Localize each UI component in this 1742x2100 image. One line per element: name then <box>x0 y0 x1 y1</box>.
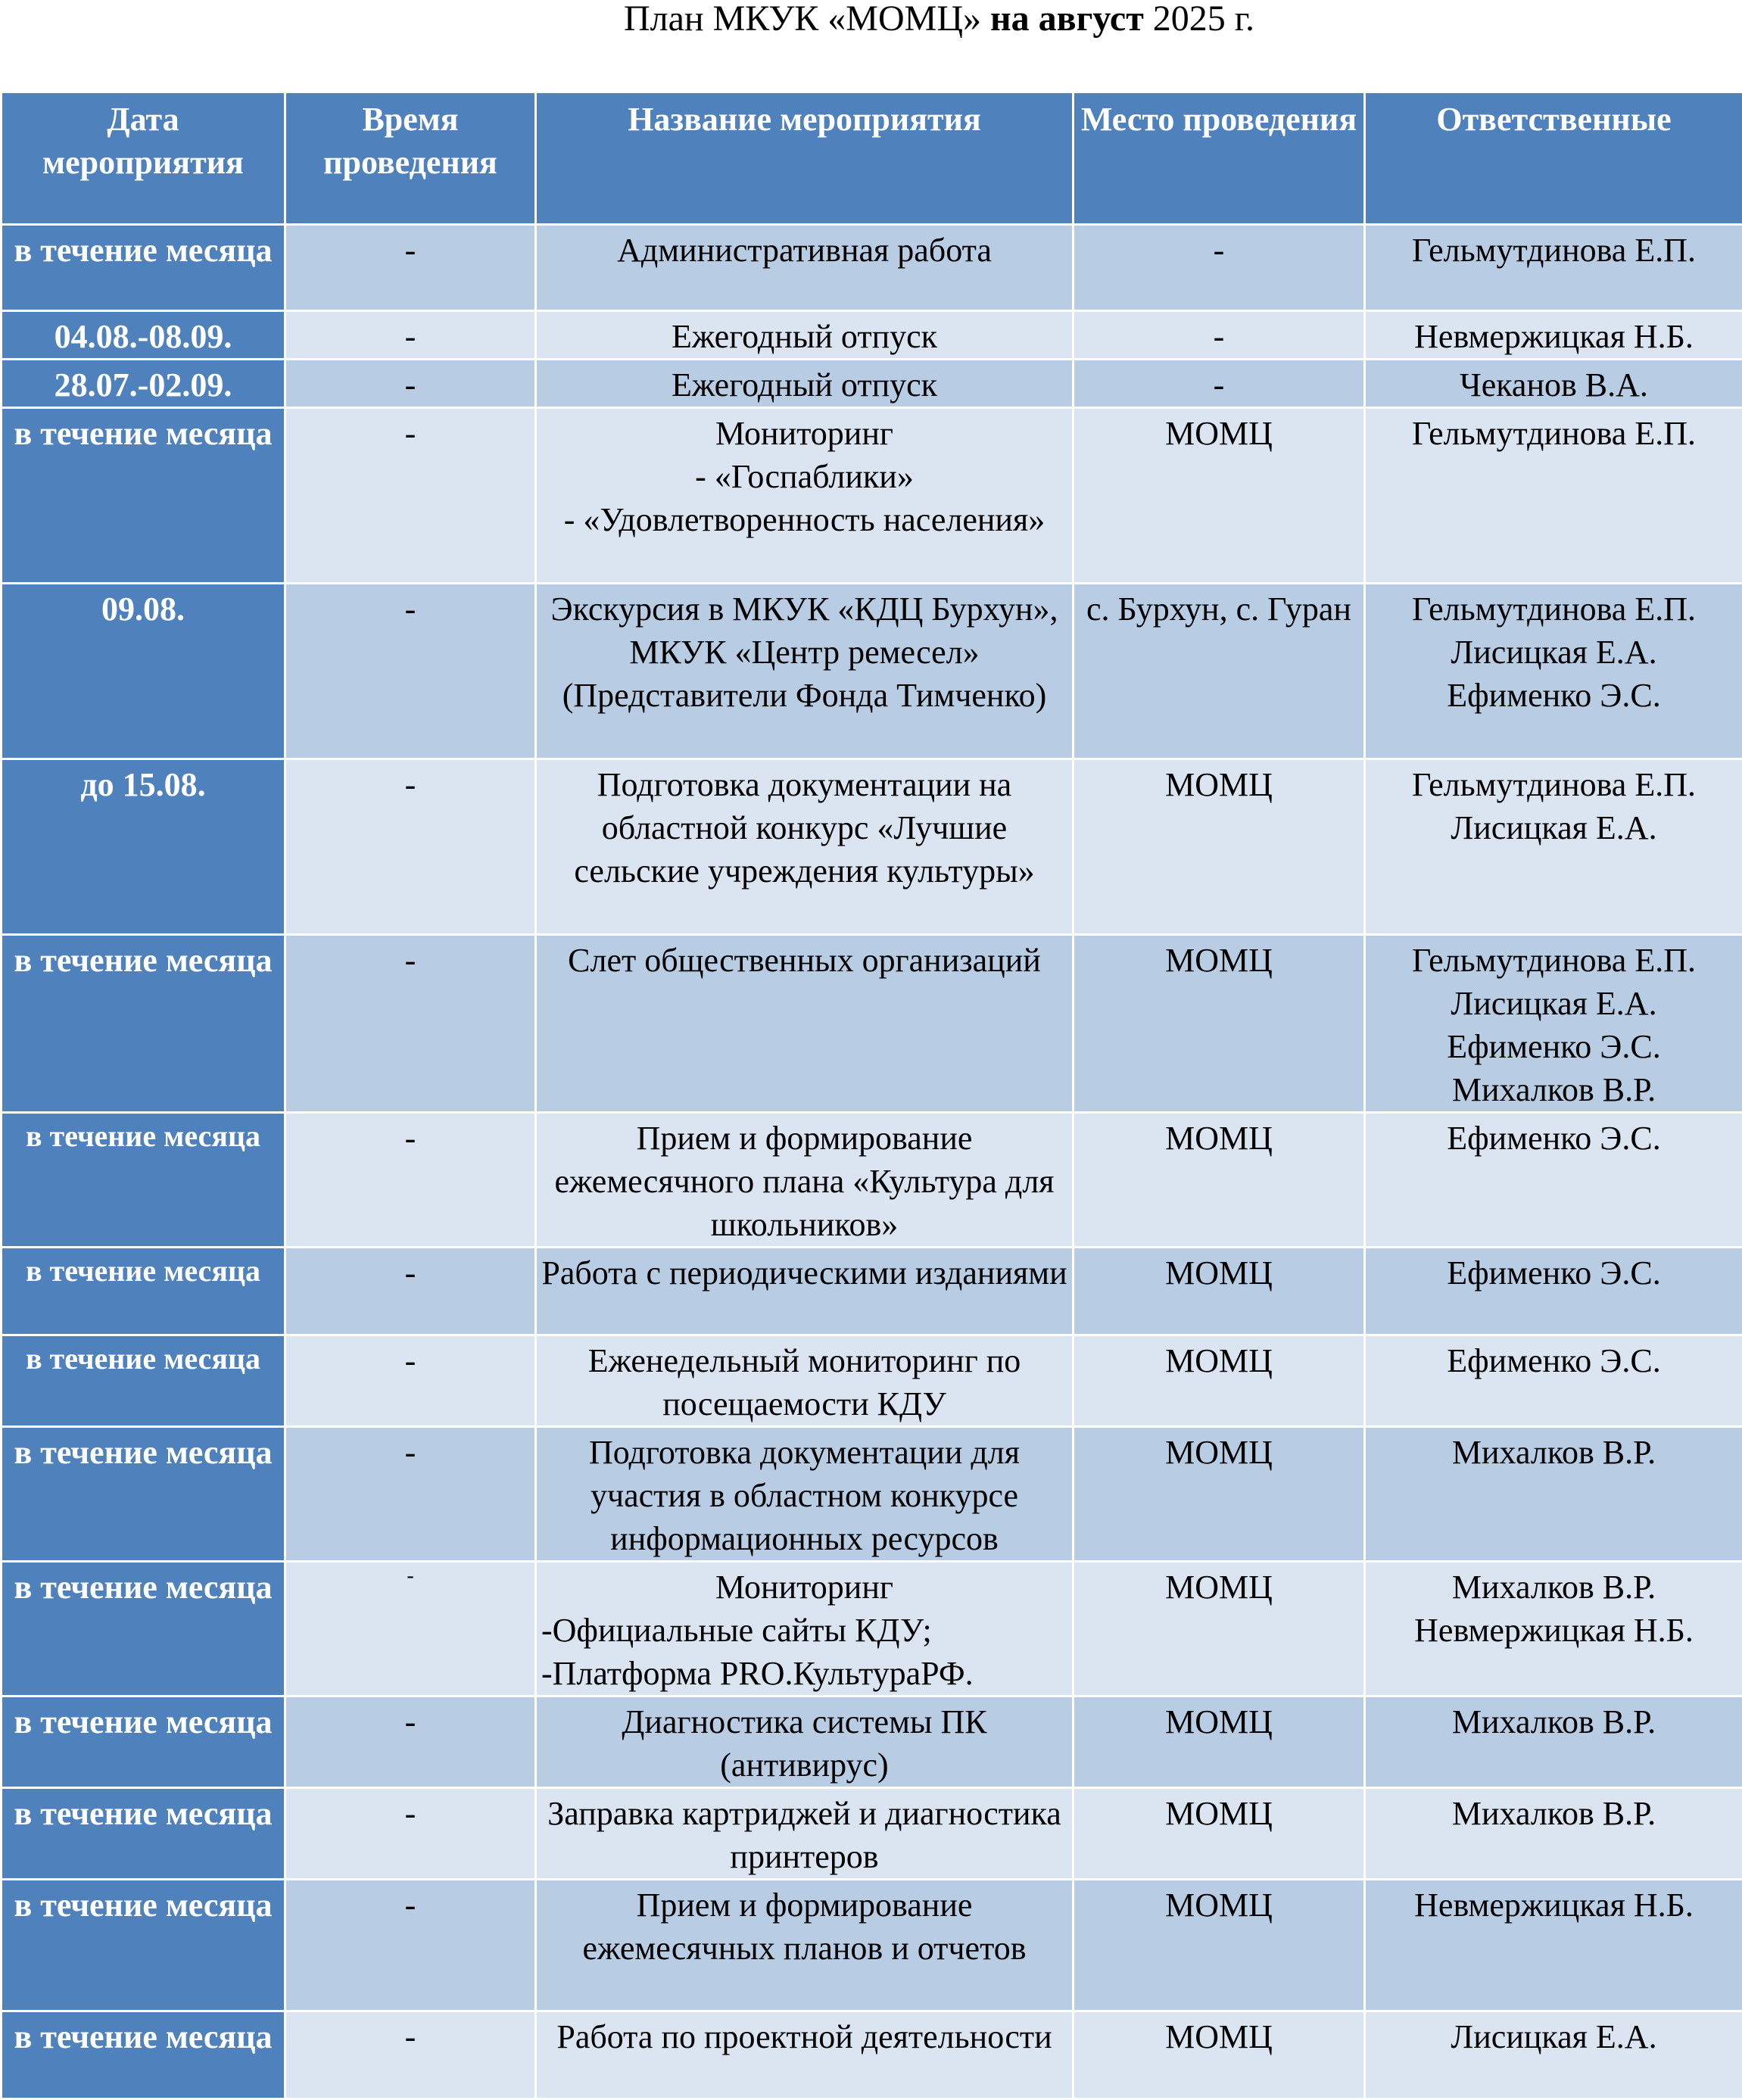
event-line: Прием и формирование ежемесячного плана «Культура для школьников» <box>541 1117 1067 1246</box>
cell-event <box>536 1788 1074 1880</box>
event-line: -Платформа PRO.КультураРФ. <box>541 1652 1067 1695</box>
table-row <box>2 935 1742 1113</box>
table-row <box>2 1427 1742 1562</box>
event-line: Диагностика системы ПК (антивирус) <box>541 1700 1067 1787</box>
cell-time: - <box>285 1427 536 1562</box>
responsible-name: Михалков В.Р. <box>1370 1566 1737 1609</box>
responsible-name: Гельмутдинова Е.П. <box>1370 763 1737 806</box>
responsible-name: Чеканов В.А. <box>1370 363 1737 407</box>
cell-place: МОМЦ <box>1074 2011 1365 2099</box>
responsible-name: Ефименко Э.С. <box>1370 1251 1737 1295</box>
cell-date: в течение месяца <box>2 1562 285 1697</box>
responsible-name: Гельмутдинова Е.П. <box>1370 587 1737 631</box>
cell-responsible <box>1365 759 1742 935</box>
table-row <box>2 1335 1742 1427</box>
cell-place: МОМЦ <box>1074 1880 1365 2011</box>
cell-responsible <box>1365 1113 1742 1248</box>
event-line: Ежегодный отпуск <box>541 315 1067 358</box>
event-line: Еженедельный мониторинг по посещаемости КДУ <box>541 1339 1067 1425</box>
cell-responsible <box>1365 935 1742 1113</box>
cell-time: - <box>285 759 536 935</box>
cell-responsible <box>1365 1427 1742 1562</box>
responsible-name: Ефименко Э.С. <box>1370 1025 1737 1068</box>
cell-time: - <box>285 408 536 584</box>
cell-responsible <box>1365 1562 1742 1697</box>
cell-responsible <box>1365 311 1742 360</box>
cell-date: в течение месяца <box>2 1788 285 1880</box>
cell-place: МОМЦ <box>1074 1335 1365 1427</box>
cell-event <box>536 1248 1074 1335</box>
cell-place: - <box>1074 360 1365 408</box>
cell-date: в течение месяца <box>2 2011 285 2099</box>
responsible-name: Лисицкая Е.А. <box>1370 2015 1737 2058</box>
header-row <box>2 92 1742 225</box>
responsible-name: Гельмутдинова Е.П. <box>1370 229 1737 272</box>
responsible-name: Невмержицкая Н.Б. <box>1370 1883 1737 1927</box>
cell-event <box>536 759 1074 935</box>
table-row <box>2 311 1742 360</box>
responsible-name: Лисицкая Е.А. <box>1370 806 1737 849</box>
responsible-name: Невмержицкая Н.Б. <box>1370 1609 1737 1652</box>
cell-event <box>536 408 1074 584</box>
event-line: Мониторинг <box>541 412 1067 455</box>
cell-event <box>536 1880 1074 2011</box>
responsible-name: Лисицкая Е.А. <box>1370 631 1737 674</box>
event-line: - «Госпаблики» <box>541 455 1067 498</box>
responsible-name: Михалков В.Р. <box>1370 1068 1737 1111</box>
cell-time: - <box>285 1248 536 1335</box>
cell-time: - <box>285 1562 536 1697</box>
cell-responsible <box>1365 360 1742 408</box>
cell-responsible <box>1365 225 1742 311</box>
table-row <box>2 1248 1742 1335</box>
cell-event <box>536 584 1074 759</box>
table-row <box>2 1697 1742 1788</box>
cell-responsible <box>1365 584 1742 759</box>
cell-time: - <box>285 1697 536 1788</box>
header-date: Дата мероприятия <box>2 92 285 225</box>
event-line: Экскурсия в МКУК «КДЦ Бурхун», МКУК «Центр ремесел» (Представители Фонда Тимченко) <box>541 587 1067 717</box>
cell-place: МОМЦ <box>1074 1697 1365 1788</box>
responsible-name: Михалков В.Р. <box>1370 1431 1737 1474</box>
table-header <box>2 92 1742 225</box>
title-part-2: на август <box>990 0 1144 39</box>
cell-event <box>536 360 1074 408</box>
title-part-1: План МКУК «МОМЦ» <box>624 0 990 39</box>
cell-event <box>536 1562 1074 1697</box>
cell-date: в течение месяца <box>2 225 285 311</box>
responsible-name: Ефименко Э.С. <box>1370 1117 1737 1160</box>
event-line: Подготовка документации для участия в областном конкурсе информационных ресурсов <box>541 1431 1067 1560</box>
event-line: Ежегодный отпуск <box>541 363 1067 407</box>
cell-time: - <box>285 1335 536 1427</box>
table-row <box>2 225 1742 311</box>
cell-responsible <box>1365 1788 1742 1880</box>
cell-time: - <box>285 1788 536 1880</box>
event-line: Прием и формирование ежемесячных планов и отчетов <box>541 1883 1067 1970</box>
cell-date: 04.08.-08.09. <box>2 311 285 360</box>
cell-event <box>536 1427 1074 1562</box>
cell-responsible <box>1365 2011 1742 2099</box>
responsible-name: Невмержицкая Н.Б. <box>1370 315 1737 358</box>
table-row <box>2 408 1742 584</box>
header-place: Место проведения <box>1074 92 1365 225</box>
header-time: Время проведения <box>285 92 536 225</box>
cell-time: - <box>285 225 536 311</box>
cell-time: - <box>285 2011 536 2099</box>
responsible-name: Ефименко Э.С. <box>1370 674 1737 717</box>
event-line: Подготовка документации на областной конкурс «Лучшие сельские учреждения культуры» <box>541 763 1067 893</box>
cell-responsible <box>1365 1880 1742 2011</box>
cell-time: - <box>285 1113 536 1248</box>
cell-event <box>536 311 1074 360</box>
cell-date: до 15.08. <box>2 759 285 935</box>
responsible-name: Гельмутдинова Е.П. <box>1370 412 1737 455</box>
cell-responsible <box>1365 1335 1742 1427</box>
cell-event <box>536 1113 1074 1248</box>
event-line: Заправка картриджей и диагностика принтеров <box>541 1792 1067 1878</box>
header-responsible: Ответственные <box>1365 92 1742 225</box>
cell-event <box>536 1697 1074 1788</box>
table-row <box>2 1562 1742 1697</box>
cell-time: - <box>285 935 536 1113</box>
responsible-name: Ефименко Э.С. <box>1370 1339 1737 1382</box>
cell-place: МОМЦ <box>1074 1788 1365 1880</box>
responsible-name: Михалков В.Р. <box>1370 1792 1737 1835</box>
table-row <box>2 1788 1742 1880</box>
responsible-name: Михалков В.Р. <box>1370 1700 1737 1743</box>
cell-place: - <box>1074 311 1365 360</box>
event-line: - «Удовлетворенность населения» <box>541 498 1067 541</box>
responsible-name: Гельмутдинова Е.П. <box>1370 939 1737 982</box>
cell-responsible <box>1365 1248 1742 1335</box>
cell-place: МОМЦ <box>1074 1113 1365 1248</box>
cell-event <box>536 2011 1074 2099</box>
responsible-name: Лисицкая Е.А. <box>1370 982 1737 1025</box>
cell-event <box>536 1335 1074 1427</box>
table-row <box>2 2011 1742 2099</box>
event-line: Слет общественных организаций <box>541 939 1067 982</box>
table-row <box>2 1113 1742 1248</box>
header-event: Название мероприятия <box>536 92 1074 225</box>
cell-date: в течение месяца <box>2 1248 285 1335</box>
cell-responsible <box>1365 1697 1742 1788</box>
cell-time: - <box>285 1880 536 2011</box>
cell-place: МОМЦ <box>1074 759 1365 935</box>
table-row <box>2 360 1742 408</box>
event-line: Работа по проектной деятельности <box>541 2015 1067 2058</box>
cell-date: в течение месяца <box>2 1113 285 1248</box>
cell-time: - <box>285 311 536 360</box>
table-row <box>2 759 1742 935</box>
cell-place: МОМЦ <box>1074 1562 1365 1697</box>
title-part-3: 2025 г. <box>1144 0 1254 39</box>
cell-time: - <box>285 360 536 408</box>
cell-place: МОМЦ <box>1074 1248 1365 1335</box>
cell-place: МОМЦ <box>1074 935 1365 1113</box>
cell-place: МОМЦ <box>1074 408 1365 584</box>
cell-date: в течение месяца <box>2 1335 285 1427</box>
cell-date: в течение месяца <box>2 1880 285 2011</box>
cell-date: в течение месяца <box>2 935 285 1113</box>
cell-date: в течение месяца <box>2 1427 285 1562</box>
cell-place: с. Бурхун, с. Гуран <box>1074 584 1365 759</box>
cell-time: - <box>285 584 536 759</box>
cell-date: 28.07.-02.09. <box>2 360 285 408</box>
event-line: Административная работа <box>541 229 1067 272</box>
cell-date: 09.08. <box>2 584 285 759</box>
table-row <box>2 1880 1742 2011</box>
plan-table <box>0 91 1742 2100</box>
cell-date: в течение месяца <box>2 408 285 584</box>
cell-responsible <box>1365 408 1742 584</box>
event-line: Работа с периодическими изданиями <box>541 1251 1067 1295</box>
cell-date: в течение месяца <box>2 1697 285 1788</box>
cell-event <box>536 225 1074 311</box>
table-row <box>2 584 1742 759</box>
page-title <box>0 0 1742 45</box>
cell-place: - <box>1074 225 1365 311</box>
cell-event <box>536 935 1074 1113</box>
table-body <box>2 225 1742 2099</box>
event-line: Мониторинг <box>541 1566 1067 1609</box>
event-line: -Официальные сайты КДУ; <box>541 1609 1067 1652</box>
cell-place: МОМЦ <box>1074 1427 1365 1562</box>
